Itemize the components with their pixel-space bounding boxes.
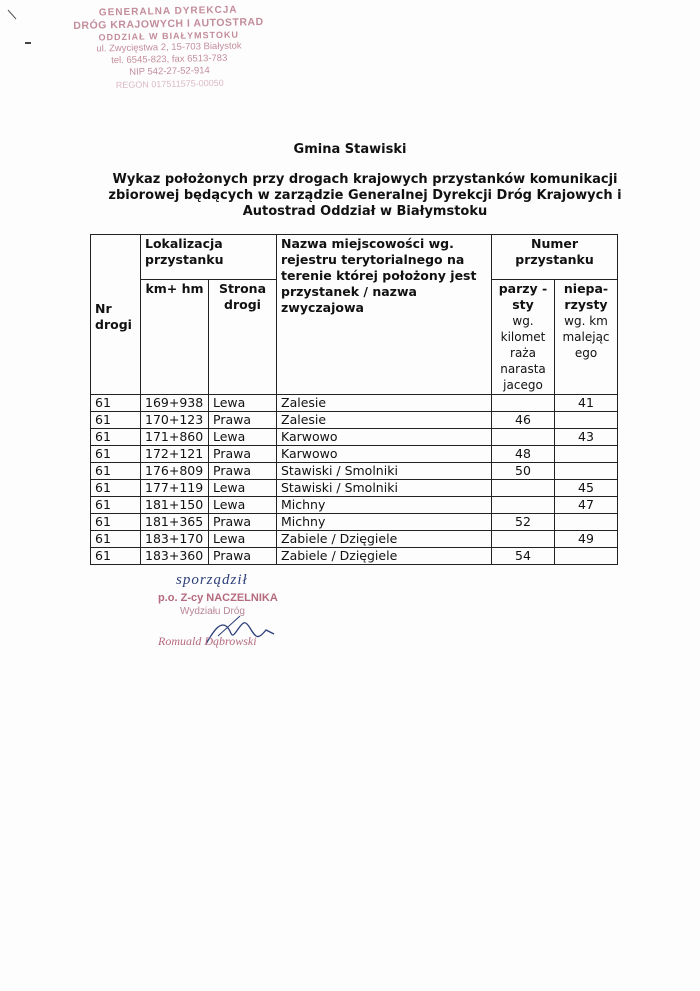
cell-locality: Michny [277, 514, 492, 531]
cell-side: Prawa [209, 463, 277, 480]
stamp-line: NIP 542-27-52-914 [129, 65, 210, 78]
stamp-line: ul. Zwycięstwa 2, 15-703 Białystok [96, 40, 242, 55]
stamp-line: REGON 017511575-00050 [115, 77, 224, 91]
cell-side: Prawa [209, 412, 277, 429]
cell-odd: 43 [555, 429, 618, 446]
header-odd-note: wg. km malejąc ego [562, 314, 610, 360]
cell-road: 61 [91, 514, 141, 531]
header-location-label: Lokalizacja przystanku [145, 236, 224, 267]
cell-km: 177+119 [141, 480, 209, 497]
cell-even [492, 480, 555, 497]
header-stop-number-label: Numer przystanku [515, 236, 594, 267]
document-subtitle: Wykaz położonych przy drogach krajowych przystanków komunikacji zbiorowej będących w zarządzie Generalnej Dyrekcji Dróg Krajowych i Autostrad Oddział w Białymstoku [108, 172, 622, 219]
cell-locality: Stawiski / Smolniki [277, 480, 492, 497]
cell-km: 171+860 [141, 429, 209, 446]
header-odd [555, 280, 618, 395]
table-row [91, 463, 618, 480]
table-row [91, 412, 618, 429]
signature-role: p.o. Z-cy NACZELNIKA [158, 592, 278, 604]
cell-road: 61 [91, 395, 141, 412]
cell-road: 61 [91, 497, 141, 514]
cell-side: Lewa [209, 395, 277, 412]
cell-even: 48 [492, 446, 555, 463]
cell-side: Prawa [209, 446, 277, 463]
cell-even [492, 429, 555, 446]
cell-side: Prawa [209, 514, 277, 531]
cell-even [492, 395, 555, 412]
cell-locality: Karwowo [277, 446, 492, 463]
cell-odd: 47 [555, 497, 618, 514]
cell-side: Prawa [209, 548, 277, 565]
cell-even: 46 [492, 412, 555, 429]
cell-road: 61 [91, 531, 141, 548]
header-locality-name [277, 235, 492, 395]
cell-even [492, 497, 555, 514]
cell-even: 54 [492, 548, 555, 565]
header-km-label: km+ hm [145, 281, 204, 296]
stamp-line: DRÓG KRAJOWYCH I AUTOSTRAD [73, 16, 264, 32]
signature-department: Wydziału Dróg [180, 606, 245, 617]
cell-side: Lewa [209, 497, 277, 514]
table-row [91, 548, 618, 565]
stamp-line: GENERALNA DYREKCJA [98, 4, 238, 19]
stamp-line: ODDZIAŁ W BIAŁYMSTOKU [98, 29, 239, 43]
signature-name: Romuald Dąbrowski [158, 634, 257, 648]
cell-odd [555, 463, 618, 480]
header-road-number [91, 235, 141, 395]
header-road-number-label: Nr drogi [95, 301, 132, 332]
table-row [91, 395, 618, 412]
header-km [141, 280, 209, 395]
cell-odd: 45 [555, 480, 618, 497]
header-side-label: Strona drogi [218, 281, 267, 312]
cell-locality: Karwowo [277, 429, 492, 446]
cell-km: 181+150 [141, 497, 209, 514]
cell-km: 183+360 [141, 548, 209, 565]
cell-km: 181+365 [141, 514, 209, 531]
corner-scan-mark [6, 8, 20, 22]
cell-locality: Zalesie [277, 412, 492, 429]
cell-odd [555, 514, 618, 531]
cell-side: Lewa [209, 429, 277, 446]
cell-odd [555, 548, 618, 565]
cell-km: 172+121 [141, 446, 209, 463]
table-row [91, 497, 618, 514]
header-even-note: wg. kilomet raża narasta jacego [500, 314, 546, 392]
cell-locality: Michny [277, 497, 492, 514]
bus-stops-table [90, 234, 618, 565]
table-row [91, 446, 618, 463]
cell-road: 61 [91, 480, 141, 497]
header-even [492, 280, 555, 395]
cell-road: 61 [91, 429, 141, 446]
cell-odd: 41 [555, 395, 618, 412]
cell-road: 61 [91, 412, 141, 429]
cell-locality: Zabiele / Dzięgiele [277, 531, 492, 548]
cell-km: 169+938 [141, 395, 209, 412]
cell-even: 50 [492, 463, 555, 480]
table-row [91, 480, 618, 497]
header-odd-label: niepa-rzysty [563, 281, 609, 312]
cell-odd [555, 412, 618, 429]
handwritten-note: sporządził [176, 572, 248, 588]
cell-odd: 49 [555, 531, 618, 548]
header-stop-number [492, 235, 618, 280]
office-stamp [63, 4, 275, 92]
cell-locality: Zabiele / Dzięgiele [277, 548, 492, 565]
header-side [209, 280, 277, 395]
document-title: Gmina Stawiski [293, 142, 407, 157]
cell-even: 52 [492, 514, 555, 531]
cell-km: 183+170 [141, 531, 209, 548]
cell-road: 61 [91, 446, 141, 463]
stamp-line: tel. 6545-823, fax 6513-783 [111, 52, 228, 67]
cell-even [492, 531, 555, 548]
cell-locality: Zalesie [277, 395, 492, 412]
table-row [91, 514, 618, 531]
cell-side: Lewa [209, 531, 277, 548]
cell-km: 176+809 [141, 463, 209, 480]
header-locality-name-label: Nazwa miejscowości wg. rejestru terytorialnego na terenie której położony jest przystanek / nazwa zwyczajowa [281, 236, 477, 315]
cell-road: 61 [91, 548, 141, 565]
cell-road: 61 [91, 463, 141, 480]
cell-odd [555, 446, 618, 463]
header-even-label: parzy -sty [498, 281, 548, 312]
table-row [91, 429, 618, 446]
header-location [141, 235, 277, 280]
table-row [91, 531, 618, 548]
cell-side: Lewa [209, 480, 277, 497]
margin-dash [25, 42, 31, 44]
cell-km: 170+123 [141, 412, 209, 429]
cell-locality: Stawiski / Smolniki [277, 463, 492, 480]
